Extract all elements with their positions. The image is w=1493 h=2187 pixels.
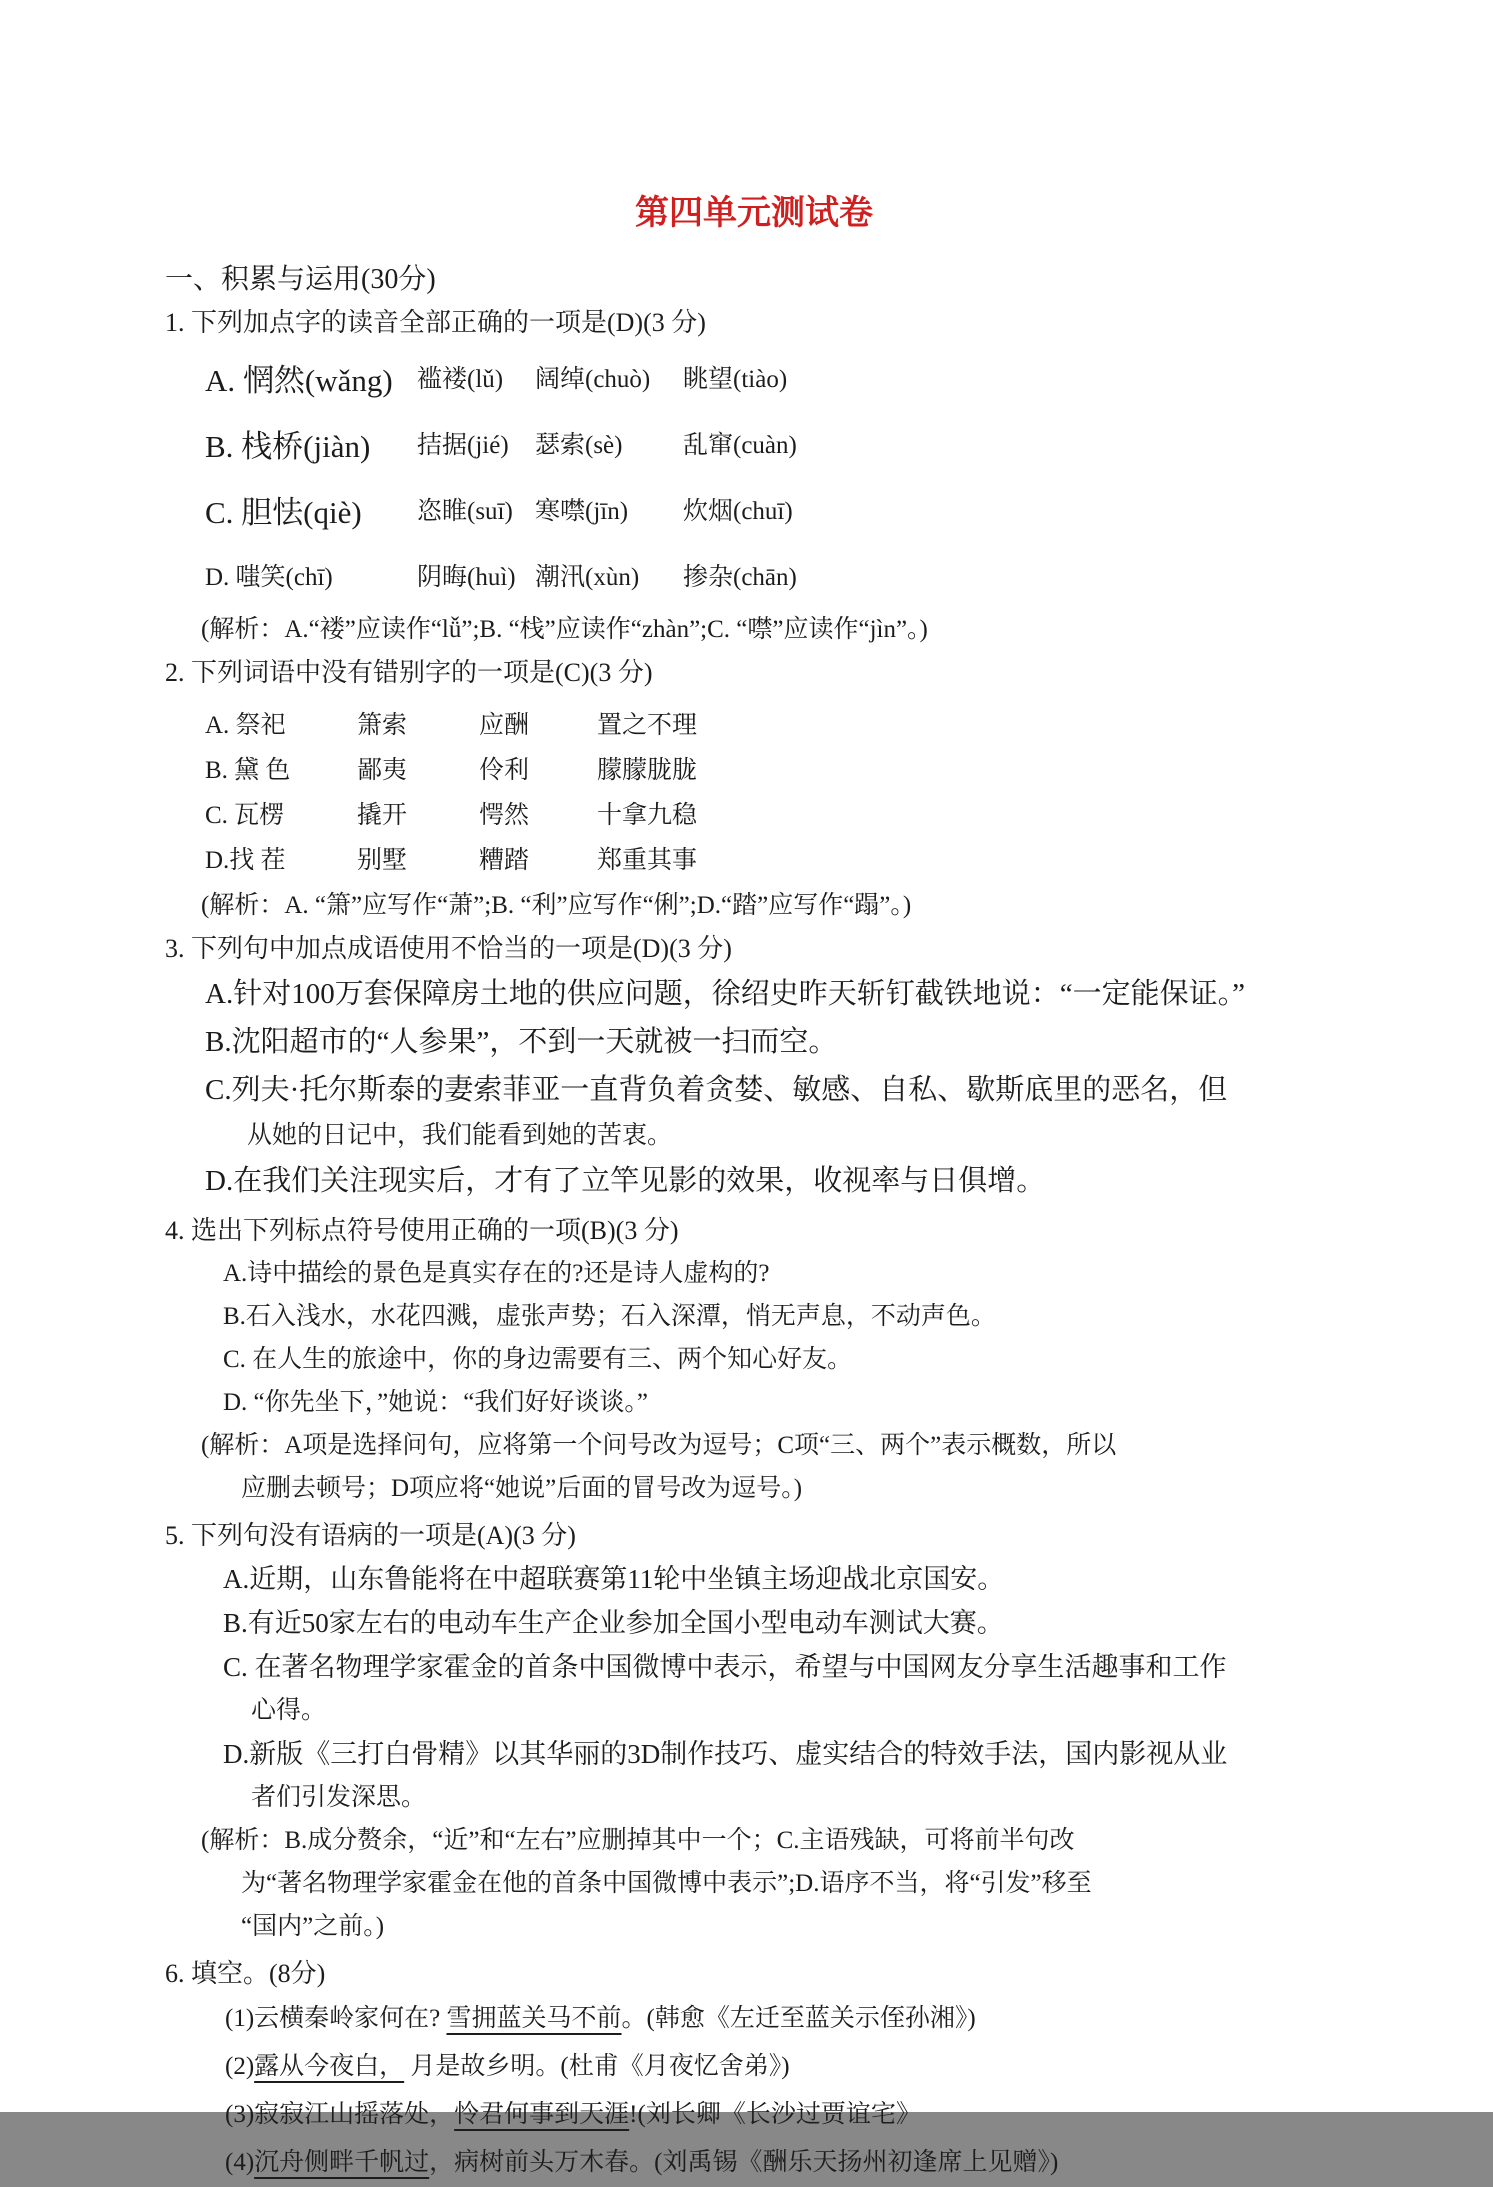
question-2-analysis: (解析：A. “箫”应写作“萧”;B. “利”应写作“俐”;D.“踏”应写作“蹋”。)	[201, 892, 912, 919]
question-5-option-a: A.近期，山东鲁能将在中超联赛第11轮中坐镇主场迎战北京国安。	[223, 1564, 1005, 1594]
option-d-word2: 别墅	[357, 846, 408, 874]
item-4-pre: (4)	[225, 2149, 255, 2176]
question-5-analysis-line1: (解析：B.成分赘余，“近”和“左右”应删掉其中一个；C.主语残缺，可将前半句改	[201, 1827, 1075, 1854]
question-2-option-c	[205, 790, 1343, 835]
item-1-answer: 雪拥蓝关马不前	[446, 2005, 622, 2032]
option-c-word2: 撬开	[357, 801, 408, 829]
question-6-item-2	[225, 2043, 1343, 2091]
question-5	[165, 1514, 1343, 1948]
question-2	[165, 651, 1343, 927]
item-1-pre: (1)云横秦岭家何在?	[225, 2005, 447, 2032]
question-1-option-d	[205, 542, 1343, 608]
question-1-option-c	[205, 476, 1343, 542]
item-2-post: 月是故乡明。(杜甫《月夜忆舍弟》)	[404, 2053, 790, 2080]
question-4-option-d: D. “你先坐下，”她说：“我们好好谈谈。”	[223, 1389, 648, 1416]
option-c-word: C. 胆怯(qiè)	[205, 494, 362, 530]
option-a-word2: 箫索	[357, 711, 408, 739]
option-d-word: D. 嗤笑(chī)	[205, 564, 333, 591]
question-6-item-3	[225, 2091, 1343, 2139]
option-d-word: D.找 茬	[205, 846, 286, 874]
option-d-word4: 掺杂(chān)	[683, 564, 797, 591]
option-d-word2: 阴晦(huì)	[417, 564, 516, 591]
option-b-word3: 伶利	[479, 756, 530, 784]
item-3-pre: (3)寂寂江山摇落处，	[225, 2101, 455, 2128]
page-title: 第四单元测试卷	[635, 195, 873, 232]
question-1-stem: 1. 下列加点字的读音全部正确的一项是(D)(3 分)	[165, 308, 706, 337]
option-c-word4: 炊烟(chuī)	[683, 498, 793, 525]
option-d-word3: 潮汛(xùn)	[535, 564, 640, 591]
option-a-word: A. 惘然(wǎng)	[205, 362, 393, 398]
question-3-option-a: A.针对100万套保障房土地的供应问题，徐绍史昨天斩钉截铁地说：“一定能保证。”	[205, 978, 1245, 1010]
question-6-item-1	[225, 1995, 1343, 2043]
question-2-options	[205, 700, 1343, 880]
question-3-option-d: D.在我们关注现实后，才有了立竿见影的效果，收视率与日俱增。	[205, 1165, 1046, 1197]
option-d-word4: 郑重其事	[597, 846, 698, 874]
item-4-answer: 沉舟侧畔千帆过	[254, 2149, 430, 2176]
question-2-option-d	[205, 835, 1343, 880]
question-1-analysis: (解析：A.“褛”应读作“lǚ”;B. “栈”应读作“zhàn”;C. “噤”应读作“jìn”。)	[201, 616, 928, 643]
question-4-stem: 4. 选出下列标点符号使用正确的一项(B)(3 分)	[165, 1216, 679, 1245]
question-1-options	[205, 344, 1343, 608]
question-1-option-a	[205, 344, 1343, 410]
item-1-post: 。(韩愈《左迁至蓝关示侄孙湘》)	[621, 2005, 976, 2032]
question-6	[165, 1952, 1343, 2187]
option-b-word4: 朦朦胧胧	[597, 756, 698, 784]
option-a-word3: 应酬	[479, 711, 530, 739]
item-2-pre: (2)	[225, 2053, 255, 2080]
section-heading: 一、积累与运用(30分)	[165, 264, 436, 295]
item-3-post: !(刘长卿《长沙过贾谊宅》	[629, 2101, 921, 2128]
option-c-word2: 恣睢(suī)	[417, 498, 513, 525]
question-1-option-b	[205, 410, 1343, 476]
question-4-option-b: B.石入浅水，水花四溅，虚张声势；石入深潭，悄无声息，不动声色。	[223, 1303, 996, 1330]
option-b-word: B. 栈桥(jiàn)	[205, 428, 371, 464]
question-5-option-b: B.有近50家左右的电动车生产企业参加全国小型电动车测试大赛。	[223, 1608, 1004, 1638]
question-5-stem: 5. 下列句没有语病的一项是(A)(3 分)	[165, 1521, 576, 1550]
option-a-word2: 褴褛(lǔ)	[417, 366, 504, 393]
question-4-analysis-line2: 应删去顿号；D项应将“她说”后面的冒号改为逗号。)	[241, 1475, 803, 1502]
option-d-word3: 糟踏	[479, 846, 530, 874]
option-c-word3: 愕然	[479, 801, 530, 829]
question-1	[165, 301, 1343, 651]
option-a-word3: 阔绰(chuò)	[535, 366, 651, 393]
question-3	[165, 927, 1343, 1205]
question-4	[165, 1209, 1343, 1510]
question-3-option-c: C.列夫·托尔斯泰的妻索菲亚一直背负着贪婪、敏感、自私、歇斯底里的恶名，但	[205, 1074, 1228, 1106]
question-3-option-c-cont: 从她的日记中，我们能看到她的苦衷。	[247, 1122, 673, 1149]
option-b-word2: 鄙夷	[357, 756, 408, 784]
question-5-option-c-cont: 心得。	[251, 1697, 327, 1724]
question-5-option-c: C. 在著名物理学家霍金的首条中国微博中表示，希望与中国网友分享生活趣事和工作	[223, 1652, 1227, 1682]
question-6-stem: 6. 填空。(8分)	[165, 1959, 326, 1988]
option-b-word3: 瑟索(sè)	[535, 432, 623, 459]
item-2-answer: 露从今夜白，	[254, 2053, 405, 2080]
option-c-word: C. 瓦楞	[205, 801, 285, 829]
question-5-option-d: D.新版《三打白骨精》以其华丽的3D制作技巧、虚实结合的特效手法，国内影视从业	[223, 1739, 1228, 1769]
option-a-word4: 眺望(tiào)	[683, 366, 788, 393]
question-4-option-c: C. 在人生的旅途中，你的身边需要有三、两个知心好友。	[223, 1346, 853, 1373]
option-c-word4: 十拿九稳	[597, 801, 698, 829]
item-3-answer: 怜君何事到天涯	[454, 2101, 630, 2128]
question-4-option-a: A.诗中描绘的景色是真实存在的?还是诗人虚构的?	[223, 1260, 770, 1287]
question-5-analysis-line3: “国内”之前。)	[241, 1913, 385, 1940]
question-3-stem: 3. 下列句中加点成语使用不恰当的一项是(D)(3 分)	[165, 934, 732, 963]
option-a-word: A. 祭祀	[205, 711, 286, 739]
question-2-stem: 2. 下列词语中没有错别字的一项是(C)(3 分)	[165, 658, 653, 687]
question-2-option-a	[205, 700, 1343, 745]
question-2-option-b	[205, 745, 1343, 790]
option-b-word: B. 黛 色	[205, 756, 291, 784]
question-4-analysis-line1: (解析：A项是选择问句，应将第一个问号改为逗号；C项“三、两个”表示概数，所以	[201, 1432, 1117, 1459]
option-b-word2: 拮据(jié)	[417, 432, 509, 459]
item-4-post: ，病树前头万木春。(刘禹锡《酬乐天扬州初逢席上见赠》)	[429, 2149, 1059, 2176]
question-5-option-d-cont: 者们引发深思。	[251, 1784, 427, 1811]
option-a-word4: 置之不理	[597, 711, 698, 739]
option-c-word3: 寒噤(jīn)	[535, 498, 629, 525]
question-6-item-4	[225, 2139, 1343, 2187]
question-3-option-b: B.沈阳超市的“人参果”，不到一天就被一扫而空。	[205, 1026, 838, 1058]
option-b-word4: 乱窜(cuàn)	[683, 432, 797, 459]
question-5-analysis-line2: 为“著名物理学家霍金在他的首条中国微博中表示”;D.语序不当，将“引发”移至	[241, 1870, 1092, 1897]
